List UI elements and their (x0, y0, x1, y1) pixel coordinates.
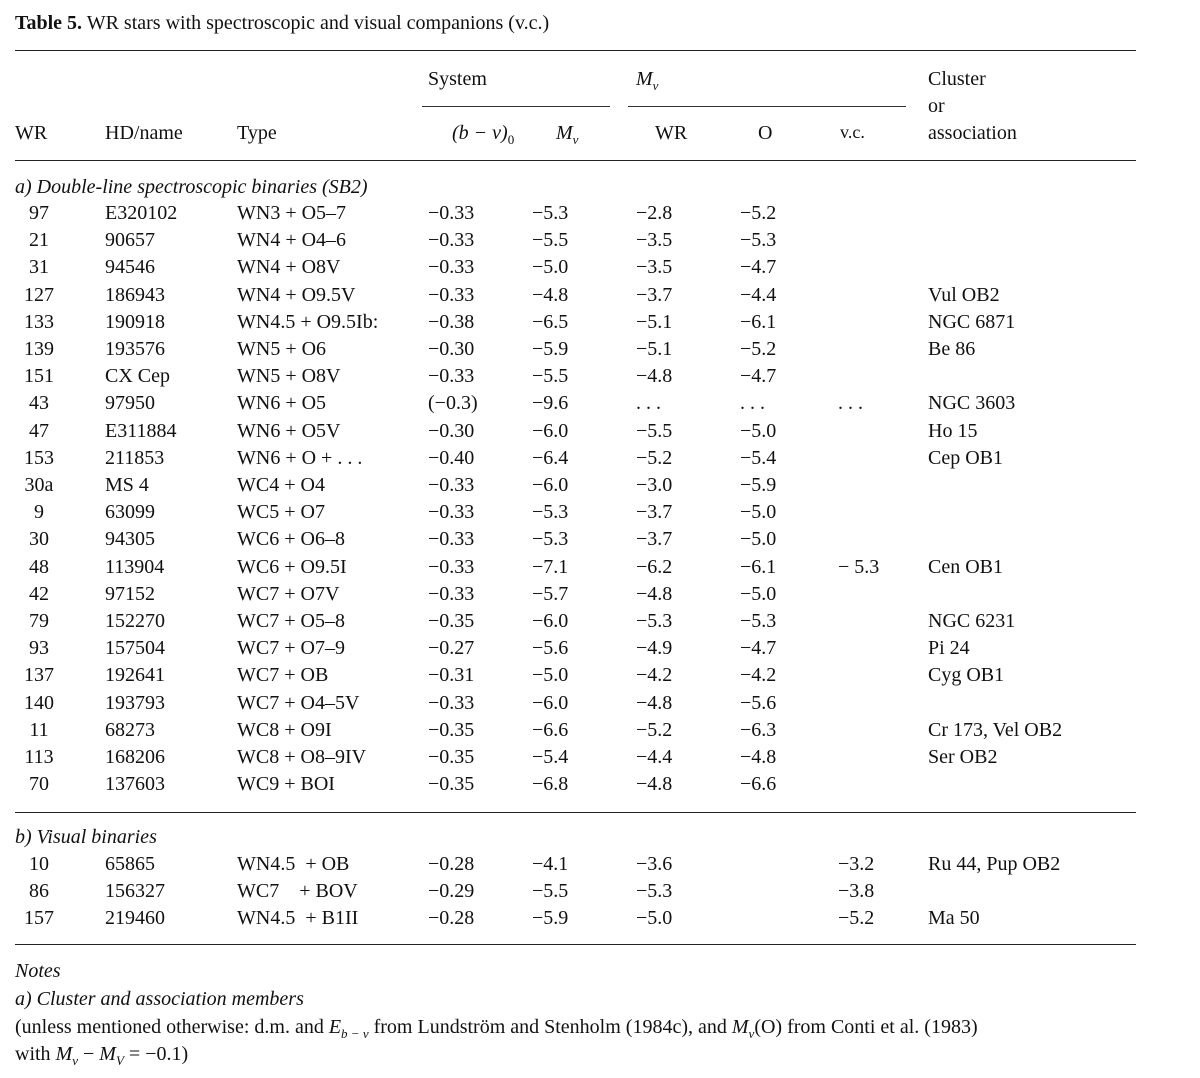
cell-mo: −5.0 (740, 501, 777, 524)
table-caption (15, 12, 549, 35)
cell-mwr: −5.3 (636, 610, 673, 632)
header-cluster-line1: Cluster (928, 68, 986, 90)
cell-mo: −5.6 (740, 691, 777, 714)
cell-mo: −4.7 (740, 365, 777, 388)
cell-type: WN5 + O8V (237, 365, 341, 388)
cell-mv: −5.5 (532, 365, 569, 388)
bottom-rule (15, 944, 1136, 945)
cell-wr: 30 (29, 528, 49, 551)
cell-mv: −5.6 (532, 637, 569, 660)
section-a-title: a) Double-line spectroscopic binaries (SB2) (15, 176, 368, 198)
cell-cluster: NGC 3603 (928, 392, 1016, 415)
cell-bv: −0.29 (428, 880, 475, 903)
cell-hd: 193793 (105, 691, 165, 714)
table-row (0, 528, 1200, 555)
cell-type: WN4 + O9.5V (237, 283, 356, 306)
cell-hd: 156327 (105, 880, 165, 903)
cell-bv: −0.30 (428, 419, 475, 442)
cell-mwr: −2.8 (636, 202, 673, 224)
cell-hd: 190918 (105, 310, 165, 333)
cell-mwr: −5.1 (636, 338, 673, 360)
table-row (0, 229, 1200, 256)
cell-bv: −0.27 (428, 637, 475, 660)
header-wr: WR (15, 122, 48, 144)
cell-mv: −6.0 (532, 691, 569, 714)
cell-mwr: −4.8 (636, 691, 673, 714)
cell-mv: −6.8 (532, 773, 569, 796)
cell-mo: . . . (740, 392, 765, 415)
system-rule (422, 106, 610, 107)
cell-bv: −0.31 (428, 664, 475, 687)
cell-wr: 10 (29, 853, 49, 875)
cell-mo: −6.1 (740, 555, 777, 578)
cell-wr: 43 (29, 392, 49, 415)
cell-mwr: −6.2 (636, 555, 673, 578)
section-a-rule (15, 812, 1136, 813)
cell-bv: −0.35 (428, 773, 475, 796)
header-hd: HD/name (105, 122, 183, 144)
cell-cluster: Vul OB2 (928, 283, 1000, 306)
cell-mv: −5.3 (532, 528, 569, 551)
cell-mv: −6.6 (532, 718, 569, 741)
header-rule (15, 160, 1136, 161)
cell-type: WC7 + O7V (237, 582, 340, 605)
cell-wr: 86 (29, 880, 49, 903)
table-row (0, 501, 1200, 528)
cell-wr: 140 (24, 691, 54, 714)
header-vc: v.c. (840, 122, 865, 142)
cell-bv: −0.33 (428, 229, 475, 252)
cell-bv: −0.33 (428, 474, 475, 496)
cell-bv: −0.28 (428, 907, 475, 930)
cell-type: WC7 + OB (237, 664, 329, 687)
cell-hd: 113904 (105, 555, 165, 578)
cell-mwr: −5.2 (636, 718, 673, 741)
cell-mo: −5.0 (740, 582, 777, 605)
cell-type: WN3 + O5–7 (237, 202, 347, 224)
cell-mwr: −5.0 (636, 907, 673, 930)
cell-mv: −4.8 (532, 283, 569, 306)
top-rule (15, 50, 1136, 51)
cell-mv: −9.6 (532, 392, 569, 415)
cell-bv: −0.35 (428, 746, 475, 768)
cell-mv: −6.4 (532, 446, 569, 469)
cell-type: WC7 + O7–9 (237, 637, 345, 660)
table-row (0, 392, 1200, 419)
cell-bv: −0.33 (428, 283, 475, 306)
cell-vc: . . . (838, 392, 863, 415)
cell-mwr: −5.3 (636, 880, 673, 903)
notes-a-title: a) Cluster and association members (15, 988, 304, 1010)
cell-bv: (−0.3) (428, 392, 478, 415)
cell-hd: E320102 (105, 202, 178, 224)
cell-type: WN4 + O4–6 (237, 229, 347, 252)
cell-mwr: −3.7 (636, 283, 673, 306)
table-row (0, 610, 1200, 637)
cell-bv: −0.33 (428, 691, 475, 714)
section-b-title: b) Visual binaries (15, 826, 157, 848)
cell-wr: 97 (29, 202, 49, 224)
cell-wr: 21 (29, 229, 49, 252)
header-system: System (428, 68, 487, 90)
cell-hd: 63099 (105, 501, 155, 524)
cell-type: WN6 + O5V (237, 419, 341, 442)
cell-type: WN4 + O8V (237, 256, 341, 279)
table-row (0, 746, 1200, 773)
cell-mo: −5.9 (740, 474, 777, 496)
cell-vc: −5.2 (838, 907, 875, 930)
cell-type: WC8 + O9I (237, 718, 332, 741)
notes-line-2: with $M_v - M_V = -0.1$) (15, 1043, 189, 1068)
cell-bv: −0.33 (428, 202, 475, 224)
cell-mv: −5.7 (532, 582, 569, 605)
table-row (0, 880, 1200, 907)
cell-type: WC6 + O6–8 (237, 528, 345, 551)
cell-mo: −5.3 (740, 229, 777, 252)
header-cluster-line3: association (928, 122, 1017, 144)
cell-mo: −4.2 (740, 664, 777, 687)
cell-mv: −7.1 (532, 555, 569, 578)
cell-bv: −0.30 (428, 338, 475, 360)
cell-cluster: Cyg OB1 (928, 664, 1005, 687)
cell-mv: −6.0 (532, 474, 569, 496)
table-row (0, 907, 1200, 934)
cell-type: WC9 + BOI (237, 773, 335, 796)
table-label: Table 5. (15, 12, 83, 34)
cell-mo: −5.2 (740, 202, 777, 224)
cell-type: WC7 + O5–8 (237, 610, 345, 632)
cell-type: WN4.5 + OB (237, 853, 350, 875)
cell-wr: 31 (29, 256, 49, 279)
cell-cluster: Ma 50 (928, 907, 980, 930)
cell-type: WC5 + O7 (237, 501, 325, 524)
table-row (0, 447, 1200, 474)
cell-vc: −3.2 (838, 853, 875, 875)
table-row (0, 719, 1200, 746)
header-bv: $(b - v)_0$ (452, 122, 515, 147)
header-type: Type (237, 122, 277, 144)
cell-hd: 193576 (105, 338, 165, 360)
table-row (0, 692, 1200, 719)
cell-type: WN4.5 + B1II (237, 907, 359, 930)
table-row (0, 583, 1200, 610)
cell-wr: 127 (24, 283, 54, 306)
cell-cluster: NGC 6231 (928, 610, 1016, 632)
cell-mwr: −4.8 (636, 773, 673, 796)
cell-wr: 70 (29, 773, 49, 796)
header-mwr: WR (655, 122, 688, 144)
cell-vc: −3.8 (838, 880, 875, 903)
cell-mwr: . . . (636, 392, 661, 415)
cell-mo: −5.2 (740, 338, 777, 360)
cell-mv: −5.0 (532, 256, 569, 279)
cell-hd: 137603 (105, 773, 165, 796)
cell-mwr: −4.8 (636, 582, 673, 605)
cell-hd: 186943 (105, 283, 165, 306)
cell-mv: −5.9 (532, 907, 569, 930)
cell-mwr: −5.2 (636, 446, 673, 469)
cell-bv: −0.40 (428, 446, 475, 469)
cell-wr: 48 (29, 555, 49, 578)
table-row (0, 338, 1200, 365)
cell-hd: E311884 (105, 419, 177, 442)
cell-hd: 211853 (105, 446, 165, 469)
cell-wr: 9 (34, 501, 44, 524)
cell-hd: 219460 (105, 907, 165, 930)
cell-mwr: −3.7 (636, 528, 673, 551)
cell-type: WN4.5 + O9.5Ib: (237, 310, 379, 333)
cell-mv: −5.3 (532, 202, 569, 224)
cell-mv: −5.0 (532, 664, 569, 687)
cell-mwr: −4.2 (636, 664, 673, 687)
cell-hd: CX Cep (105, 365, 170, 388)
cell-bv: −0.33 (428, 365, 475, 388)
header-mv: $M_v$ (556, 122, 579, 147)
cell-hd: MS 4 (105, 474, 149, 496)
cell-mo: −5.4 (740, 446, 777, 469)
notes-line-1: (unless mentioned otherwise: d.m. and $E_{b - v}$ from Lundström and Stenholm (1984c), and $M_v(O)$ from Conti et al. (1983) (15, 1016, 978, 1041)
cell-mwr: −3.0 (636, 474, 673, 496)
table-row (0, 853, 1200, 880)
cell-mwr: −5.1 (636, 310, 673, 333)
cell-wr: 137 (24, 664, 54, 687)
table-row (0, 365, 1200, 392)
cell-mwr: −3.6 (636, 853, 673, 875)
cell-mv: −6.0 (532, 610, 569, 632)
cell-bv: −0.33 (428, 555, 475, 578)
cell-hd: 97950 (105, 392, 155, 415)
cell-cluster: Ser OB2 (928, 746, 998, 768)
cell-bv: −0.33 (428, 582, 475, 605)
cell-mwr: −3.5 (636, 256, 673, 279)
header-mo: O (758, 122, 773, 144)
cell-hd: 97152 (105, 582, 155, 605)
cell-hd: 168206 (105, 746, 165, 768)
cell-mo: −4.7 (740, 637, 777, 660)
cell-wr: 157 (24, 907, 54, 930)
cell-wr: 79 (29, 610, 49, 632)
cell-mo: −4.8 (740, 746, 777, 768)
table-row (0, 556, 1200, 583)
cell-mv: −5.5 (532, 229, 569, 252)
cell-wr: 113 (24, 746, 54, 768)
table-row (0, 637, 1200, 664)
cell-type: WC6 + O9.5I (237, 555, 347, 578)
cell-mo: −6.6 (740, 773, 777, 796)
cell-wr: 11 (29, 718, 49, 741)
cell-mv: −5.4 (532, 746, 569, 768)
cell-type: WC7 + BOV (237, 880, 358, 903)
cell-mv: −5.9 (532, 338, 569, 360)
cell-cluster: Ho 15 (928, 419, 978, 442)
cell-hd: 94305 (105, 528, 155, 551)
cell-cluster: Cep OB1 (928, 446, 1003, 469)
cell-mo: −4.4 (740, 283, 777, 306)
cell-type: WN5 + O6 (237, 338, 327, 360)
cell-cluster: Be 86 (928, 338, 976, 360)
cell-bv: −0.33 (428, 528, 475, 551)
table-row (0, 773, 1200, 800)
table-row (0, 311, 1200, 338)
cell-mv: −6.5 (532, 310, 569, 333)
cell-hd: 68273 (105, 718, 155, 741)
cell-mv: −5.3 (532, 501, 569, 524)
cell-mwr: −4.8 (636, 365, 673, 388)
cell-hd: 157504 (105, 637, 165, 660)
cell-mo: −5.3 (740, 610, 777, 632)
cell-wr: 30a (24, 474, 54, 496)
cell-cluster: NGC 6871 (928, 310, 1016, 333)
cell-mwr: −4.4 (636, 746, 673, 768)
cell-cluster: Ru 44, Pup OB2 (928, 853, 1061, 875)
cell-mo: −5.0 (740, 528, 777, 551)
header-cluster-line2: or (928, 95, 945, 117)
cell-hd: 192641 (105, 664, 165, 687)
cell-bv: −0.28 (428, 853, 475, 875)
cell-mv: −6.0 (532, 419, 569, 442)
cell-mv: −4.1 (532, 853, 569, 875)
cell-mo: −4.7 (740, 256, 777, 279)
cell-mo: −6.1 (740, 310, 777, 333)
cell-bv: −0.35 (428, 610, 475, 632)
cell-hd: 94546 (105, 256, 155, 279)
cell-hd: 90657 (105, 229, 155, 252)
cell-bv: −0.35 (428, 718, 475, 741)
cell-wr: 139 (24, 338, 54, 360)
header-mv-group: $M_v$ (636, 68, 659, 93)
cell-wr: 47 (29, 419, 49, 442)
mv-rule (628, 106, 906, 107)
cell-wr: 151 (24, 365, 54, 388)
cell-vc: − 5.3 (838, 555, 880, 578)
cell-hd: 152270 (105, 610, 165, 632)
cell-wr: 93 (29, 637, 49, 660)
cell-mv: −5.5 (532, 880, 569, 903)
cell-mwr: −5.5 (636, 419, 673, 442)
cell-wr: 153 (24, 446, 54, 469)
cell-cluster: Pi 24 (928, 637, 970, 660)
table-row (0, 664, 1200, 691)
cell-wr: 42 (29, 582, 49, 605)
cell-mo: −5.0 (740, 419, 777, 442)
cell-bv: −0.33 (428, 501, 475, 524)
cell-type: WN6 + O + . . . (237, 446, 363, 469)
cell-mwr: −3.5 (636, 229, 673, 252)
cell-mo: −6.3 (740, 718, 777, 741)
table-row (0, 474, 1200, 501)
table-title: WR stars with spectroscopic and visual companions (v.c.) (82, 12, 550, 34)
table-row (0, 256, 1200, 283)
cell-bv: −0.38 (428, 310, 475, 333)
cell-type: WC7 + O4–5V (237, 691, 360, 714)
cell-type: WC4 + O4 (237, 474, 325, 496)
cell-type: WC8 + O8–9IV (237, 746, 367, 768)
notes-title: Notes (15, 960, 61, 982)
cell-wr: 133 (24, 310, 54, 333)
cell-mwr: −3.7 (636, 501, 673, 524)
cell-hd: 65865 (105, 853, 155, 875)
table-row (0, 202, 1200, 229)
cell-cluster: Cr 173, Vel OB2 (928, 718, 1063, 741)
table-row (0, 284, 1200, 311)
cell-mwr: −4.9 (636, 637, 673, 660)
cell-cluster: Cen OB1 (928, 555, 1003, 578)
cell-bv: −0.33 (428, 256, 475, 279)
table-row (0, 420, 1200, 447)
cell-type: WN6 + O5 (237, 392, 327, 415)
